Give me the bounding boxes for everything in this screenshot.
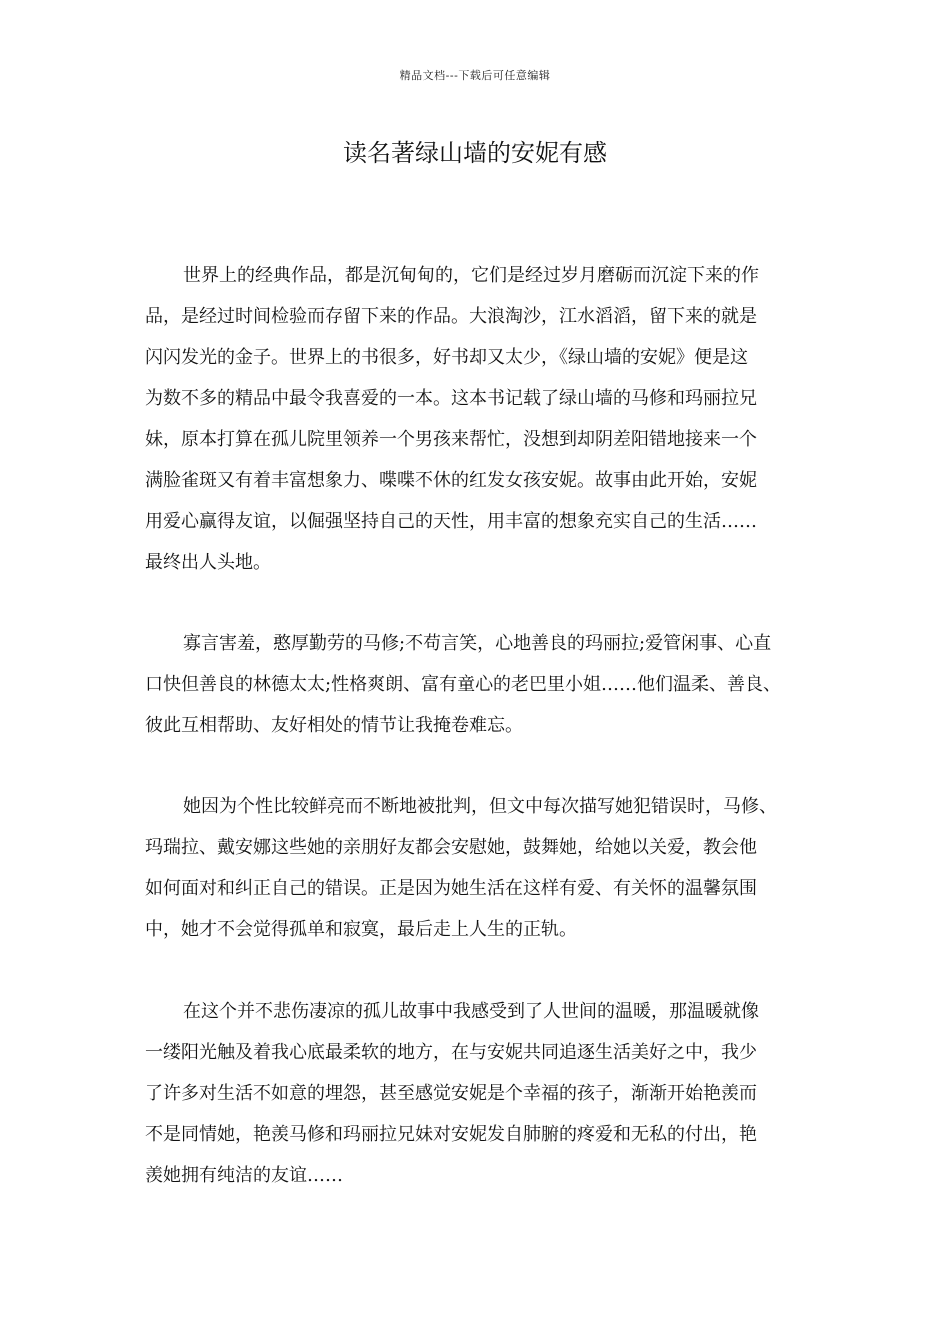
header-note: 精品文档---下载后可任意编辑 — [399, 69, 551, 82]
paragraph-line: 不是同情她，艳羡马修和玛丽拉兄妹对安妮发自肺腑的疼爱和无私的付出，艳 — [145, 1124, 757, 1145]
paragraph-line: 一缕阳光触及着我心底最柔软的地方，在与安妮共同追逐生活美好之中，我少 — [145, 1042, 757, 1063]
paragraph-line: 口快但善良的林德太太;性格爽朗、富有童心的老巴里小姐……他们温柔、善良、 — [145, 674, 782, 695]
paragraph-2 — [145, 623, 810, 746]
document-title: 读名著绿山墙的安妮有感 — [343, 139, 607, 167]
paragraph-line: 最终出人头地。 — [145, 552, 271, 573]
paragraph-4 — [145, 991, 810, 1196]
paragraph-line: 玛瑞拉、戴安娜这些她的亲朋好友都会安慰她，鼓舞她，给她以关爱，教会他 — [145, 837, 757, 858]
paragraph-line: 了许多对生活不如意的埋怨，甚至感觉安妮是个幸福的孩子，渐渐开始艳羡而 — [145, 1083, 757, 1104]
paragraph-line: 中，她才不会觉得孤单和寂寞，最后走上人生的正轨。 — [145, 919, 577, 940]
paragraph-line: 寡言害羞，憨厚勤劳的马修;不苟言笑，心地善良的玛丽拉;爱管闲事、心直 — [183, 633, 772, 654]
paragraph-line: 她因为个性比较鲜亮而不断地被批判，但文中每次描写她犯错误时，马修、 — [183, 796, 777, 817]
paragraph-line: 彼此互相帮助、友好相处的情节让我掩卷难忘。 — [145, 715, 523, 736]
paragraph-line: 满脸雀斑又有着丰富想象力、喋喋不休的红发女孩安妮。故事由此开始，安妮 — [145, 470, 757, 491]
paragraph-1 — [145, 255, 810, 583]
paragraph-line: 品，是经过时间检验而存留下来的作品。大浪淘沙，江水滔滔，留下来的就是 — [145, 306, 757, 327]
paragraph-line: 在这个并不悲伤凄凉的孤儿故事中我感受到了人世间的温暖，那温暖就像 — [183, 1001, 759, 1022]
paragraph-line: 闪闪发光的金子。世界上的书很多，好书却又太少，《绿山墙的安妮》便是这 — [145, 347, 748, 368]
paragraph-3 — [145, 786, 810, 950]
paragraph-line: 世界上的经典作品，都是沉甸甸的，它们是经过岁月磨砺而沉淀下来的作 — [183, 265, 759, 286]
paragraph-line: 为数不多的精品中最令我喜爱的一本。这本书记载了绿山墙的马修和玛丽拉兄 — [145, 388, 757, 409]
paragraph-line: 用爱心赢得友谊，以倔强坚持自己的天性，用丰富的想象充实自己的生活…… — [145, 511, 757, 532]
paragraph-line: 如何面对和纠正自己的错误。正是因为她生活在这样有爱、有关怀的温馨氛围 — [145, 878, 757, 899]
paragraph-line: 妹，原本打算在孤儿院里领养一个男孩来帮忙，没想到却阴差阳错地接来一个 — [145, 429, 757, 450]
paragraph-line: 羡她拥有纯洁的友谊…… — [145, 1165, 343, 1186]
